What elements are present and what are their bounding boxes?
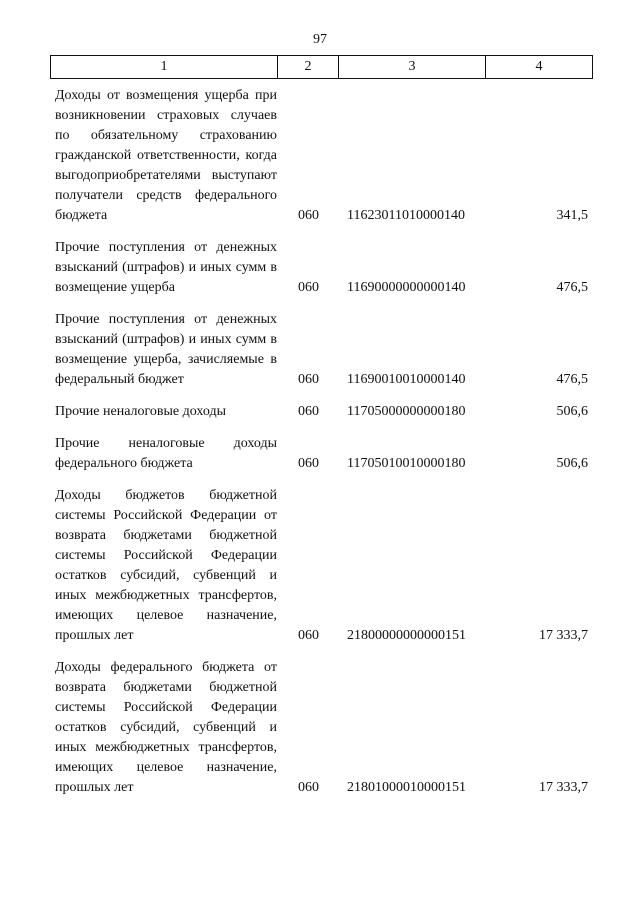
row-description: Прочие поступления от денежных взысканий (штрафов) и иных сумм в возмещение ущерба — [55, 240, 277, 295]
row-description: Доходы федерального бюджета от возврата бюджетами бюджетной системы Российской Федерации остатков субсидий, субвенций и иных межбюджетных трансфертов, имеющих целевое назначение, прошлых лет — [55, 660, 277, 795]
table-row — [55, 238, 595, 298]
row-budget-code: 11690000000000140 — [347, 280, 466, 295]
row-amount: 506,6 — [556, 404, 588, 419]
table-row — [55, 658, 595, 798]
column-header-1: 1 — [51, 56, 278, 79]
table-row — [55, 402, 595, 422]
row-description: Доходы от возмещения ущерба при возникновении страховых случаев по обязательному страхованию гражданской ответственности, когда выгодоприобретателями выступают получатели средств федерального бюджета — [55, 88, 277, 223]
row-admin-code: 060 — [298, 780, 319, 795]
row-budget-code: 21800000000000151 — [347, 628, 466, 643]
column-header-table — [50, 55, 593, 79]
row-description: Прочие неналоговые доходы — [55, 404, 227, 419]
column-header-4: 4 — [486, 56, 593, 79]
row-admin-code: 060 — [298, 372, 319, 387]
row-admin-code: 060 — [298, 208, 319, 223]
row-budget-code: 11623011010000140 — [347, 208, 465, 223]
row-admin-code: 060 — [298, 404, 319, 419]
column-header-row — [51, 56, 593, 79]
table-body — [55, 86, 595, 810]
row-budget-code: 11690010010000140 — [347, 372, 466, 387]
table-row — [55, 86, 595, 226]
row-budget-code: 11705000000000180 — [347, 404, 466, 419]
row-admin-code: 060 — [298, 628, 319, 643]
page-number: 97 — [313, 32, 327, 47]
column-header-2: 2 — [278, 56, 339, 79]
row-admin-code: 060 — [298, 456, 319, 471]
row-budget-code: 21801000010000151 — [347, 780, 466, 795]
row-amount: 476,5 — [556, 280, 588, 295]
row-admin-code: 060 — [298, 280, 319, 295]
column-header-3: 3 — [339, 56, 486, 79]
row-amount: 506,6 — [556, 456, 588, 471]
row-budget-code: 11705010010000180 — [347, 456, 466, 471]
row-amount: 17 333,7 — [539, 628, 588, 643]
table-row — [55, 310, 595, 390]
row-amount: 341,5 — [556, 208, 588, 223]
table-row — [55, 486, 595, 646]
row-description: Прочие поступления от денежных взысканий (штрафов) и иных сумм в возмещение ущерба, зачисляемые в федеральный бюджет — [55, 312, 277, 387]
table-row — [55, 434, 595, 474]
row-amount: 476,5 — [556, 372, 588, 387]
row-description: Прочие неналоговые доходы федерального бюджета — [55, 436, 277, 471]
row-description: Доходы бюджетов бюджетной системы Российской Федерации от возврата бюджетами бюджетной системы Российской Федерации остатков субсидий, субвенций и иных межбюджетных трансфертов, имеющих целевое назначение, прошлых лет — [55, 488, 277, 643]
row-amount: 17 333,7 — [539, 780, 588, 795]
